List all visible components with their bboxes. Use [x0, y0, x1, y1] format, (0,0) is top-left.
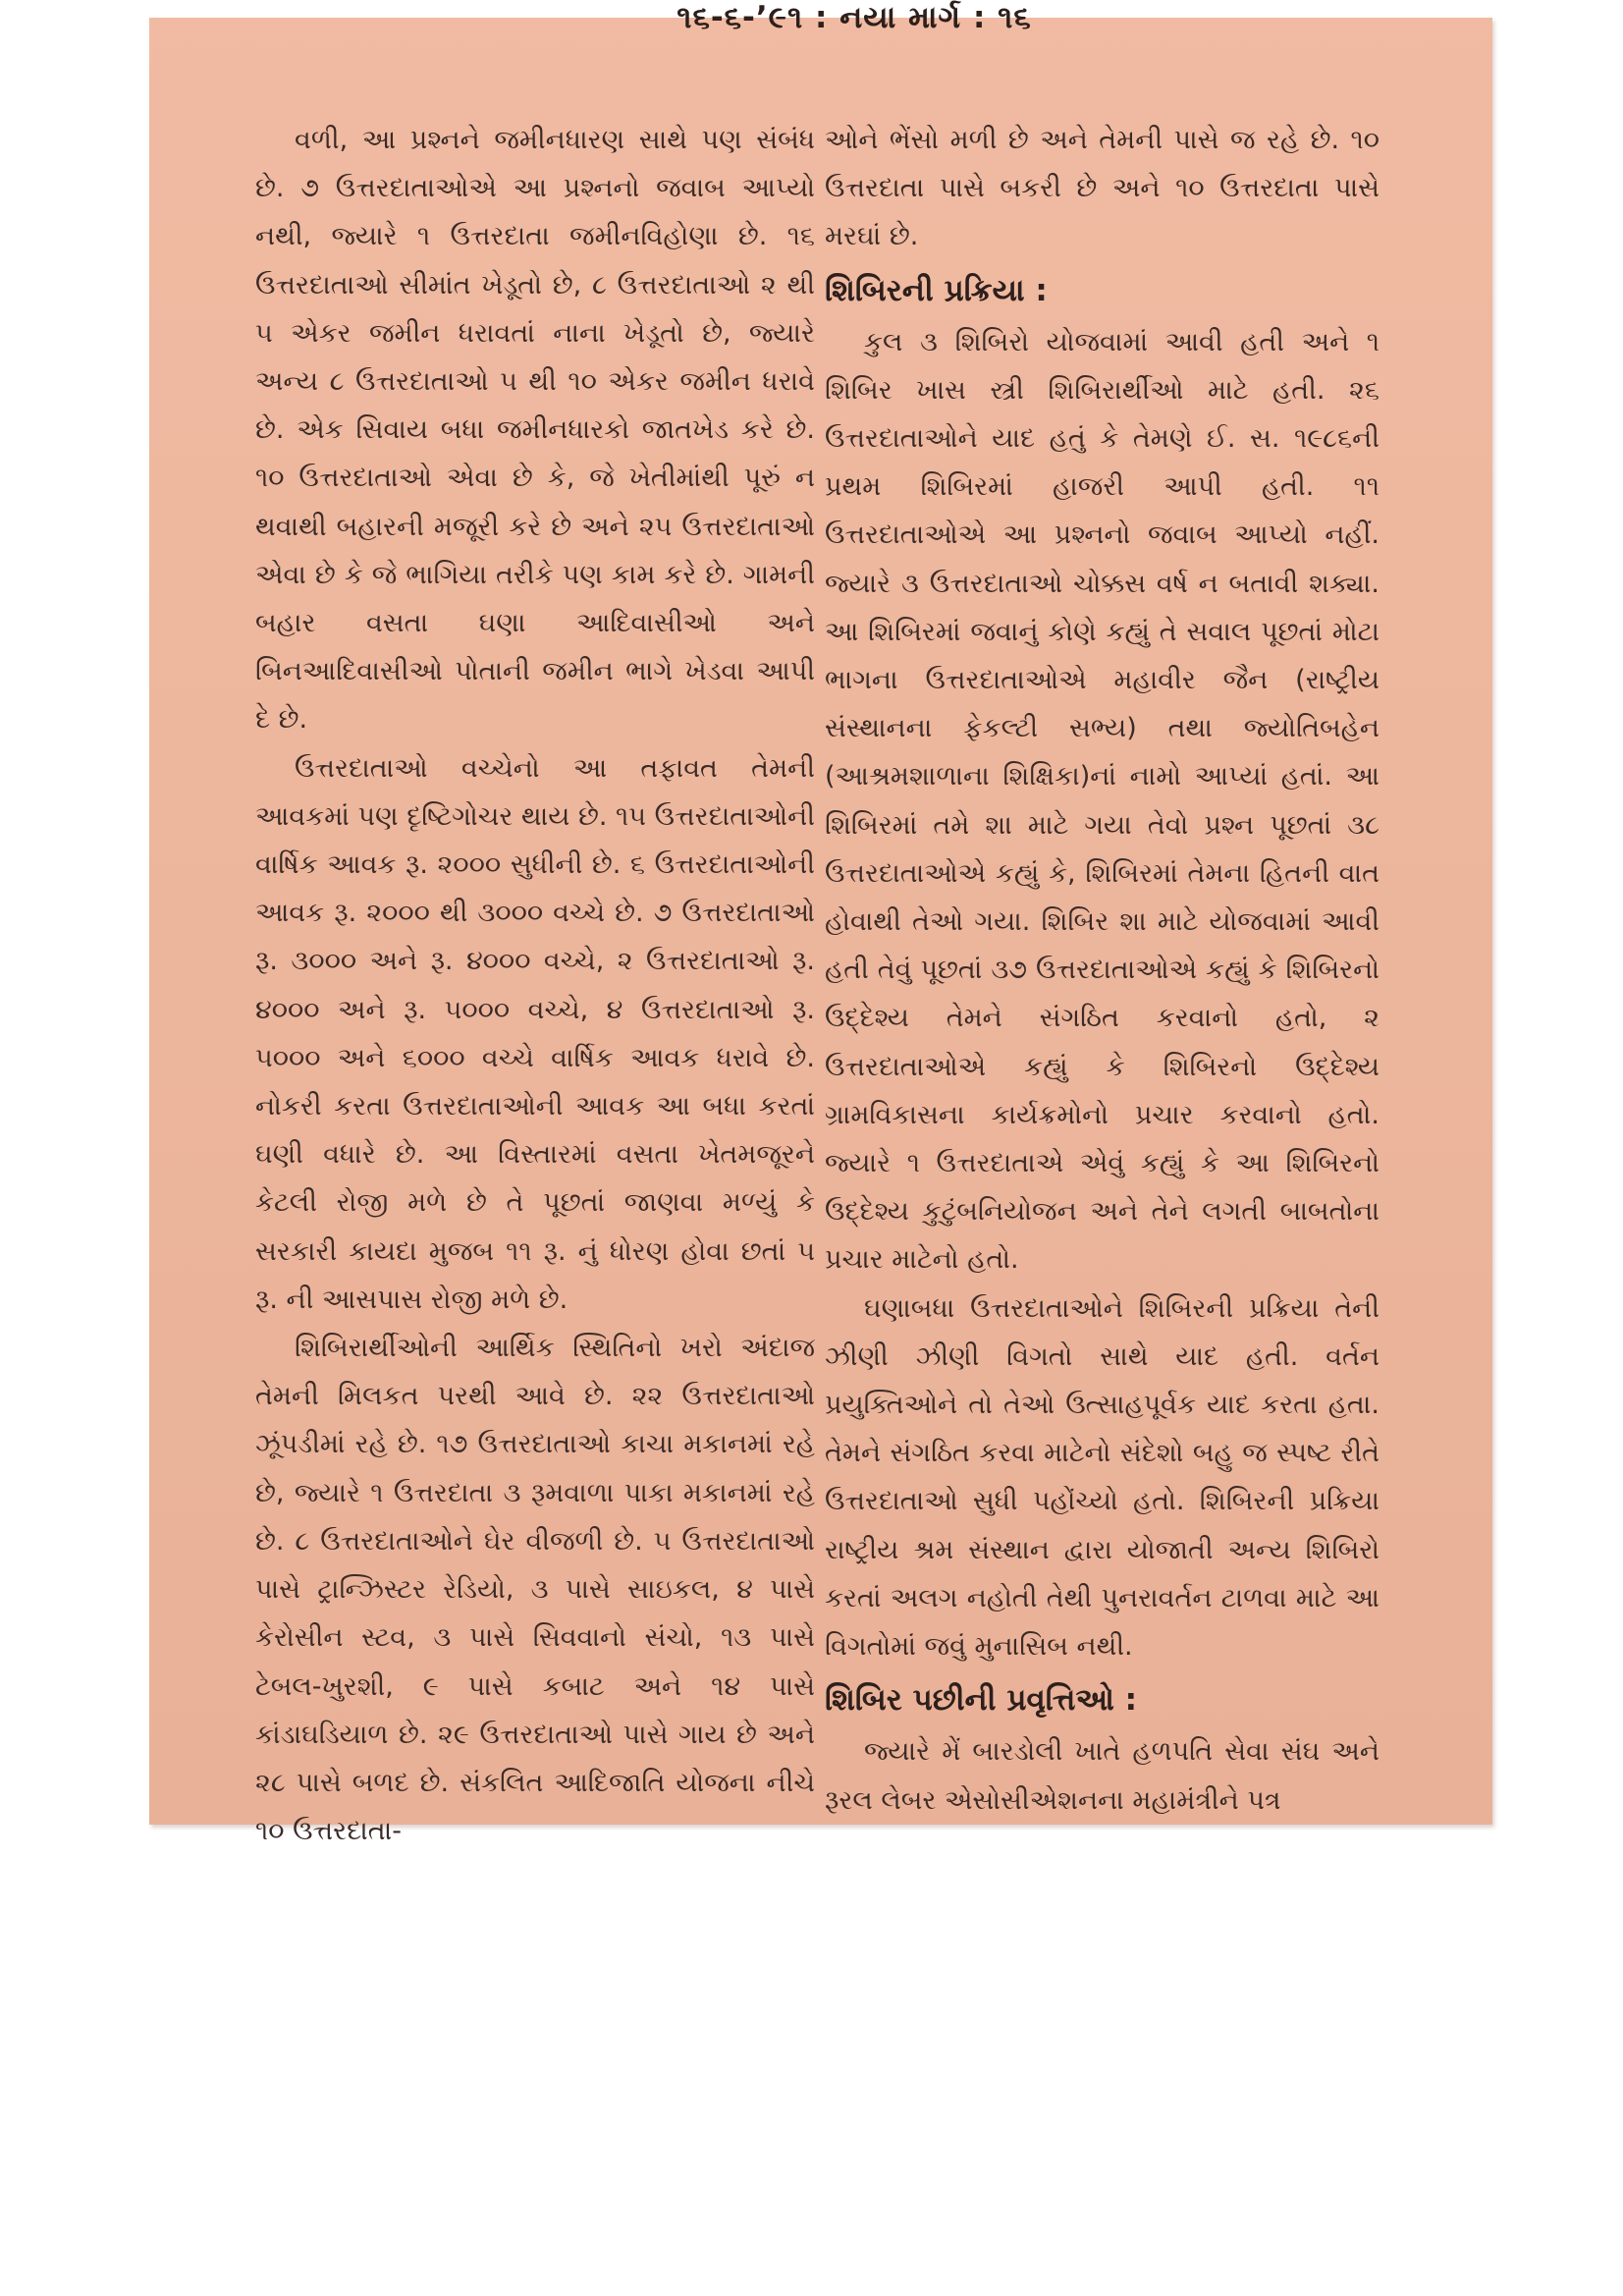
- paragraph: વળી, આ પ્રશ્નને જમીનધારણ સાથે પણ સંબંધ છે. ૭ ઉત્તરદાતાઓએ આ પ્રશ્નનો જવાબ આપ્યો નથી, જ્યારે ૧ ઉત્તરદાતા જમીનવિહોણા છે. ૧૬ ઉત્તરદાતાઓ સીમાંત ખેડૂતો છે, ૮ ઉત્તરદાતાઓ ૨ થી ૫ એકર જમીન ધરાવતાં નાના ખેડૂતો છે, જ્યારે અન્ય ૮ ઉત્તરદાતાઓ ૫ થી ૧૦ એકર જમીન ધરાવે છે. એક સિવાય બધા જમીનધારકો જાતખેડ કરે છે. ૧૦ ઉત્તરદાતાઓ એવા છે કે, જે ખેતીમાંથી પૂરું ન થવાથી બહારની મજૂરી કરે છે અને ૨૫ ઉત્તરદાતાઓ એવા છે કે જે ભાગિયા તરીકે પણ કામ કરે છે. ગામની બહાર વસતા ઘણા આદિવાસીઓ અને બિનઆદિવાસીઓ પોતાની જમીન ભાગે ખેડવા આપી દે છે.: [255, 125, 815, 736]
- paragraph: ઉત્તરદાતાઓ વચ્ચેનો આ તફાવત તેમની આવકમાં પણ દૃષ્ટિગોચર થાય છે. ૧૫ ઉત્તરદાતાઓની વાર્ષિક આવક રૂ. ૨૦૦૦ સુધીની છે. ૬ ઉત્તરદાતાઓની આવક રૂ. ૨૦૦૦ થી ૩૦૦૦ વચ્ચે છે. ૭ ઉત્તરદાતાઓ રૂ. ૩૦૦૦ અને રૂ. ૪૦૦૦ વચ્ચે, ૨ ઉત્તરદાતાઓ રૂ. ૪૦૦૦ અને રૂ. ૫૦૦૦ વચ્ચે, ૪ ઉત્તરદાતાઓ રૂ. ૫૦૦૦ અને ૬૦૦૦ વચ્ચે વાર્ષિક આવક ધરાવે છે. નોકરી કરતા ઉત્તરદાતાઓની આવક આ બધા કરતાં ઘણી વધારે છે. આ વિસ્તારમાં વસતા ખેતમજૂરને કેટલી રોજી મળે છે તે પૂછતાં જાણવા મળ્યું કે સરકારી કાયદા મુજબ ૧૧ રૂ. નું ધોરણ હોવા છતાં ૫ રૂ. ની આસપાસ રોજી મળે છે.: [255, 752, 815, 1315]
- paragraph: જ્યારે મેં બારડોલી ખાતે હળપતિ સેવા સંઘ અને રૂરલ લેબર એસોસીએશનના મહામંત્રીને પત્ર: [825, 1736, 1380, 1816]
- paragraph: કુલ ૩ શિબિરો યોજવામાં આવી હતી અને ૧ શિબિર ખાસ સ્ત્રી શિબિરાર્થીઓ માટે હતી. ૨૬ ઉત્તરદાતાઓને યાદ હતું કે તેમણે ઈ. સ. ૧૯૮૬ની પ્રથમ શિબિરમાં હાજરી આપી હતી. ૧૧ ઉત્તરદાતાઓએ આ પ્રશ્નનો જવાબ આપ્યો નહીં. જ્યારે ૩ ઉત્તરદાતાઓ ચોક્કસ વર્ષ ન બતાવી શક્યા. આ શિબિરમાં જવાનું કોણે કહ્યું તે સવાલ પૂછતાં મોટા ભાગના ઉત્તરદાતાઓએ મહાવીર જૈન (રાષ્ટ્રીય સંસ્થાનના ફેકલ્ટી સભ્ય) તથા જ્યોતિબહેન (આશ્રમશાળાના શિક્ષિકા)નાં નામો આપ્યાં હતાં. આ શિબિરમાં તમે શા માટે ગયા તેવો પ્રશ્ન પૂછતાં ૩૮ ઉત્તરદાતાઓએ કહ્યું કે, શિબિરમાં તેમના હિતની વાત હોવાથી તેઓ ગયા. શિબિર શા માટે યોજવામાં આવી હતી તેવું પૂછતાં ૩૭ ઉત્તરદાતાઓએ કહ્યું કે શિબિરનો ઉદ્દેશ્ય તેમને સંગઠિત કરવાનો હતો, ૨ ઉત્તરદાતાઓએ કહ્યું કે શિબિરનો ઉદ્દેશ્ય ગ્રામવિકાસના કાર્યક્રમોનો પ્રચાર કરવાનો હતો. જ્યારે ૧ ઉત્તરદાતાએ એવું કહ્યું કે આ શિબિરનો ઉદ્દેશ્ય કુટુંબનિયોજન અને તેને લગતી બાબતોના પ્રચાર માટેનો હતો.: [825, 326, 1380, 1276]
- section-heading: શિબિરની પ્રક્રિયા :: [825, 272, 1048, 308]
- section-heading: શિબિર પછીની પ્રવૃત્તિઓ :: [825, 1682, 1138, 1719]
- left-column: [255, 116, 815, 1855]
- right-column: [825, 116, 1380, 1825]
- paragraph: ઘણાબધા ઉત્તરદાતાઓને શિબિરની પ્રક્રિયા તેની ઝીણી ઝીણી વિગતો સાથે યાદ હતી. વર્તન પ્રયુક્તિઓને તો તેઓ ઉત્સાહપૂર્વક યાદ કરતા હતા. તેમને સંગઠિત કરવા માટેનો સંદેશો બહુ જ સ્પષ્ટ રીતે ઉત્તરદાતાઓ સુધી પહોંચ્યો હતો. શિબિરની પ્રક્રિયા રાષ્ટ્રીય શ્રમ સંસ્થાન દ્વારા યોજાતી અન્ય શિબિરો કરતાં અલગ નહોતી તેથી પુનરાવર્તન ટાળવા માટે આ વિગતોમાં જવું મુનાસિબ નથી.: [825, 1292, 1380, 1663]
- page-footer: ૧૬-૬-’૯૧ : નયા માર્ગ : ૧૬: [676, 0, 1032, 35]
- paragraph: ઓને ભેંસો મળી છે અને તેમની પાસે જ રહે છે. ૧૦ ઉત્તરદાતા પાસે બકરી છે અને ૧૦ ઉત્તરદાતા પાસે મરઘાં છે.: [825, 125, 1380, 252]
- paragraph: શિબિરાર્થીઓની આર્થિક સ્થિતિનો ખરો અંદાજ તેમની મિલકત પરથી આવે છે. ૨૨ ઉત્તરદાતાઓ ઝૂંપડીમાં રહે છે. ૧૭ ઉત્તરદાતાઓ કાચા મકાનમાં રહે છે, જ્યારે ૧ ઉત્તરદાતા ૩ રૂમવાળા પાકા મકાનમાં રહે છે. ૮ ઉત્તરદાતાઓને ઘેર વીજળી છે. ૫ ઉત્તરદાતાઓ પાસે ટ્રાન્ઝિસ્ટર રેડિયો, ૩ પાસે સાઇકલ, ૪ પાસે કેરોસીન સ્ટવ, ૩ પાસે સિવવાનો સંચો, ૧૩ પાસે ટેબલ-ખુરશી, ૯ પાસે કબાટ અને ૧૪ પાસે કાંડાઘડિયાળ છે. ૨૯ ઉત્તરદાતાઓ પાસે ગાય છે અને ૨૮ પાસે બળદ છે. સંકલિત આદિજાતિ યોજના નીચે ૧૦ ઉત્તરદાતા-: [255, 1333, 815, 1847]
